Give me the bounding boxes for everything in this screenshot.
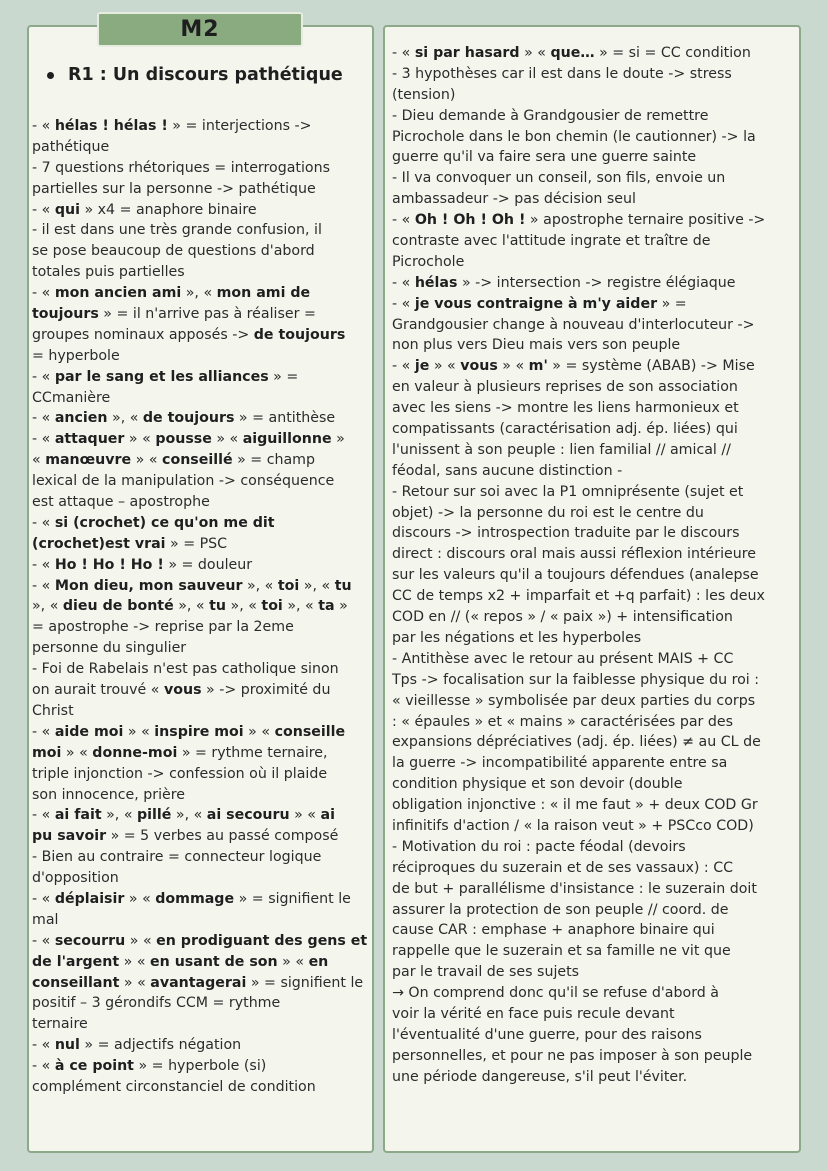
right-note-line bbox=[392, 127, 797, 148]
note-text: - Antithèse avec le retour au présent MAIS + CC bbox=[392, 650, 734, 667]
note-text: » -> intersection -> registre élégiaque bbox=[457, 274, 736, 291]
note-text: », « bbox=[32, 598, 63, 615]
note-text: sur les valeurs qu'il a toujours défendues (analepse bbox=[392, 567, 759, 584]
note-text: » = signifient le bbox=[246, 974, 364, 991]
note-text: - « bbox=[392, 45, 415, 61]
quote-emphasis: aiguillonne bbox=[242, 431, 332, 448]
left-note-line bbox=[32, 910, 370, 931]
right-note-line bbox=[392, 1004, 797, 1025]
quote-emphasis: Oh ! Oh ! Oh ! bbox=[414, 212, 526, 229]
note-text: est attaque – apostrophe bbox=[32, 494, 210, 511]
right-note-line bbox=[392, 315, 797, 336]
note-text: », « bbox=[107, 410, 143, 427]
note-text: » « bbox=[497, 358, 529, 375]
note-text: non plus vers Dieu mais vers son peuple bbox=[392, 337, 681, 354]
right-note-line bbox=[392, 983, 797, 1004]
quote-emphasis: Ho ! Ho ! Ho ! bbox=[54, 556, 164, 573]
right-note-line bbox=[392, 858, 797, 879]
note-text: = apostrophe -> reprise par la 2eme bbox=[32, 619, 294, 636]
left-note-line bbox=[32, 826, 370, 847]
note-text: partielles sur la personne -> pathétique bbox=[32, 180, 316, 197]
note-text: » « bbox=[131, 452, 163, 469]
note-text: « vieillesse » symbolisée par deux parties du corps bbox=[392, 692, 756, 709]
note-text: - « bbox=[32, 1058, 55, 1075]
quote-emphasis: hélas ! hélas ! bbox=[54, 118, 168, 134]
note-text: par les négations et les hyperboles bbox=[392, 629, 642, 646]
quote-emphasis: pousse bbox=[155, 431, 212, 448]
right-note-line bbox=[392, 879, 797, 900]
right-note-line bbox=[392, 294, 797, 315]
note-text: » = interjections -> bbox=[167, 118, 312, 134]
note-text: - 7 questions rhétoriques = interrogations bbox=[32, 159, 330, 176]
quote-emphasis: toi bbox=[261, 598, 283, 615]
left-note-line bbox=[32, 388, 370, 409]
note-text: (tension) bbox=[392, 86, 456, 103]
right-note-line bbox=[392, 732, 797, 753]
right-note-line bbox=[392, 440, 797, 461]
left-note-line bbox=[32, 450, 370, 471]
right-note-line bbox=[392, 356, 797, 377]
quote-emphasis: conseille bbox=[274, 723, 346, 740]
right-note-line bbox=[392, 795, 797, 816]
right-note-line bbox=[392, 147, 797, 168]
right-note-line bbox=[392, 586, 797, 607]
note-text: ternaire bbox=[32, 1016, 88, 1033]
note-text: » = si = CC condition bbox=[594, 45, 751, 61]
right-note-line bbox=[392, 649, 797, 670]
note-text: » bbox=[334, 598, 348, 615]
left-note-line bbox=[32, 534, 370, 555]
quote-emphasis: de l'argent bbox=[32, 953, 120, 970]
note-text: infinitifs d'action / « la raison veut » + PSCco COD) bbox=[392, 817, 754, 834]
note-text: triple injonction -> confession où il plaide bbox=[32, 765, 328, 782]
note-text: » x4 = anaphore binaire bbox=[79, 201, 257, 218]
quote-emphasis: tu bbox=[209, 598, 226, 615]
quote-emphasis: ancien bbox=[54, 410, 108, 427]
right-note-line bbox=[392, 106, 797, 127]
note-text: » « bbox=[119, 974, 151, 991]
quote-emphasis: de toujours bbox=[142, 410, 235, 427]
quote-emphasis: déplaisir bbox=[54, 890, 125, 907]
left-notes-panel bbox=[27, 25, 374, 1153]
note-text: » = douleur bbox=[163, 556, 253, 573]
quote-emphasis: de toujours bbox=[253, 326, 346, 343]
note-text: par le travail de ses sujets bbox=[392, 964, 580, 981]
right-note-line bbox=[392, 398, 797, 419]
quote-emphasis: Mon dieu, mon sauveur bbox=[54, 577, 243, 594]
note-text: », « bbox=[181, 285, 217, 302]
quote-emphasis: manœuvre bbox=[45, 452, 132, 469]
note-text: → On comprend donc qu'il se refuse d'abord à bbox=[392, 985, 719, 1002]
quote-emphasis: à ce point bbox=[54, 1058, 134, 1075]
quote-emphasis: mon ami de bbox=[216, 285, 311, 302]
right-note-line bbox=[392, 85, 797, 106]
left-note-line bbox=[32, 764, 370, 785]
right-note-line bbox=[392, 962, 797, 983]
note-text: » « bbox=[289, 807, 321, 824]
note-text: contraste avec l'attitude ingrate et traître de bbox=[392, 233, 711, 250]
quote-emphasis: ta bbox=[318, 598, 335, 615]
quote-emphasis: ai secouru bbox=[206, 807, 290, 824]
note-text: ambassadeur -> pas décision seul bbox=[392, 191, 636, 208]
left-note-line bbox=[32, 680, 370, 701]
quote-emphasis: qui bbox=[54, 201, 80, 218]
note-text: - « bbox=[32, 577, 55, 594]
quote-emphasis: en usant de son bbox=[150, 953, 278, 970]
quote-emphasis: dieu de bonté bbox=[62, 598, 174, 615]
left-note-line bbox=[32, 179, 370, 200]
left-note-line bbox=[32, 1014, 370, 1035]
note-text: Tps -> focalisation sur la faiblesse physique du roi : bbox=[392, 671, 760, 688]
quote-emphasis: dommage bbox=[155, 890, 235, 907]
quote-emphasis: tu bbox=[334, 577, 352, 594]
note-text: se pose beaucoup de questions d'abord bbox=[32, 243, 315, 260]
note-text: », « bbox=[282, 598, 319, 615]
note-text: » = champ bbox=[232, 452, 316, 469]
note-text: - « bbox=[32, 1037, 55, 1054]
left-note-line bbox=[32, 1056, 370, 1077]
note-text: - « bbox=[392, 358, 415, 375]
quote-emphasis: hélas bbox=[414, 274, 458, 291]
right-note-line bbox=[392, 273, 797, 294]
left-note-line bbox=[32, 659, 370, 680]
left-note-line bbox=[32, 889, 370, 910]
right-note-line bbox=[392, 210, 797, 231]
right-note-line bbox=[392, 712, 797, 733]
note-text: totales puis partielles bbox=[32, 264, 185, 281]
note-text: expansions dépréciatives (adj. ép. liées) ≠ au CL de bbox=[392, 734, 761, 751]
right-note-line bbox=[392, 189, 797, 210]
left-notes-text bbox=[32, 116, 370, 1098]
note-text: CC de temps x2 + imparfait et +q parfait) : les deux bbox=[392, 588, 765, 605]
note-text: - « bbox=[32, 514, 55, 531]
left-note-line bbox=[32, 283, 370, 304]
left-note-line bbox=[32, 576, 370, 597]
left-note-line bbox=[32, 116, 370, 137]
left-note-line bbox=[32, 471, 370, 492]
quote-emphasis: en bbox=[308, 953, 329, 970]
note-text: » = bbox=[268, 368, 299, 385]
left-note-line bbox=[32, 137, 370, 158]
note-text: » « bbox=[124, 890, 156, 907]
note-text: pathétique bbox=[32, 138, 110, 155]
left-note-line bbox=[32, 743, 370, 764]
left-note-line bbox=[32, 596, 370, 617]
quote-emphasis: attaquer bbox=[54, 431, 125, 448]
note-text: lexical de la manipulation -> conséquence bbox=[32, 473, 335, 490]
right-note-line bbox=[392, 565, 797, 586]
quote-emphasis: m' bbox=[528, 358, 548, 375]
note-text: Picrochole dans le bon chemin (le cautionner) -> la bbox=[392, 128, 756, 145]
right-note-line bbox=[392, 1067, 797, 1088]
left-note-line bbox=[32, 220, 370, 241]
note-text: » = signifient le bbox=[234, 890, 351, 907]
quote-emphasis: secourru bbox=[54, 932, 126, 949]
right-note-line bbox=[392, 941, 797, 962]
note-text: » = système (ABAB) -> Mise bbox=[547, 358, 755, 375]
note-text: discours -> introspection traduite par le discours bbox=[392, 525, 740, 542]
note-text: on aurait trouvé « bbox=[32, 682, 164, 699]
note-text: obligation injonctive : « il me faut » + deux COD Gr bbox=[392, 797, 758, 814]
note-text: mal bbox=[32, 911, 59, 928]
note-text: « bbox=[32, 452, 46, 469]
note-text: » « bbox=[277, 953, 309, 970]
left-note-line bbox=[32, 617, 370, 638]
right-note-line bbox=[392, 920, 797, 941]
section-heading-text: R1 : Un discours pathétique bbox=[68, 65, 343, 85]
right-note-line bbox=[392, 335, 797, 356]
note-text: » = hyperbole (si) bbox=[133, 1058, 267, 1075]
bullet-icon bbox=[47, 72, 54, 79]
quote-emphasis: pillé bbox=[137, 807, 172, 824]
left-note-line bbox=[32, 429, 370, 450]
note-text: rappelle que le suzerain et sa famille ne vit que bbox=[392, 943, 731, 960]
note-text: », « bbox=[226, 598, 262, 615]
note-text: personne du singulier bbox=[32, 640, 187, 657]
note-text: d'opposition bbox=[32, 870, 119, 887]
right-note-line bbox=[392, 900, 797, 921]
note-text: voir la vérité en face puis recule devant bbox=[392, 1005, 675, 1022]
quote-emphasis: nul bbox=[54, 1037, 80, 1054]
right-note-line bbox=[392, 168, 797, 189]
quote-emphasis: vous bbox=[164, 682, 202, 699]
note-text: - « bbox=[32, 431, 55, 448]
note-text: » -> proximité du bbox=[201, 682, 331, 699]
quote-emphasis: en prodiguant des gens et bbox=[156, 932, 368, 949]
note-text: positif – 3 gérondifs CCM = rythme bbox=[32, 995, 281, 1012]
left-note-line bbox=[32, 868, 370, 889]
note-text: » bbox=[331, 431, 345, 448]
quote-emphasis: toujours bbox=[32, 306, 99, 323]
left-note-line bbox=[32, 200, 370, 221]
note-text: - « bbox=[392, 212, 415, 229]
note-text: » « bbox=[429, 358, 461, 375]
right-note-line bbox=[392, 461, 797, 482]
note-text: cause CAR : emphase + anaphore binaire qui bbox=[392, 922, 715, 939]
note-text: complément circonstanciel de condition bbox=[32, 1078, 316, 1095]
note-text: - « bbox=[32, 556, 55, 573]
left-note-line bbox=[32, 367, 370, 388]
note-text: objet) -> la personne du roi est le centre du bbox=[392, 504, 704, 521]
right-note-line bbox=[392, 503, 797, 524]
quote-emphasis: que… bbox=[550, 45, 595, 61]
note-text: - il est dans une très grande confusion, il bbox=[32, 222, 322, 239]
left-note-line bbox=[32, 952, 370, 973]
note-text: - « bbox=[32, 932, 55, 949]
note-text: » « bbox=[125, 932, 157, 949]
right-note-line bbox=[392, 482, 797, 503]
note-text: » « bbox=[243, 723, 275, 740]
note-text: avec les siens -> montre les liens harmonieux et bbox=[392, 400, 739, 417]
note-text: - « bbox=[32, 890, 55, 907]
note-text: la guerre -> incompatibilité apparente entre sa bbox=[392, 755, 728, 772]
quote-emphasis: si par hasard bbox=[414, 45, 520, 61]
note-text: = hyperbole bbox=[32, 347, 120, 364]
note-text: - Foi de Rabelais n'est pas catholique sinon bbox=[32, 661, 339, 678]
page-title: M2 bbox=[180, 17, 220, 42]
note-text: », « bbox=[299, 577, 335, 594]
note-text: son innocence, prière bbox=[32, 786, 186, 803]
note-text: CCmanière bbox=[32, 389, 111, 406]
note-text: : « épaules » et « mains » caractérisées par des bbox=[392, 713, 733, 730]
note-text: - Il va convoquer un conseil, son fils, envoie un bbox=[392, 170, 726, 187]
right-note-line bbox=[392, 816, 797, 837]
left-note-line bbox=[32, 973, 370, 994]
right-note-line bbox=[392, 774, 797, 795]
right-note-line bbox=[392, 670, 797, 691]
quote-emphasis: si (crochet) ce qu'on me dit bbox=[54, 514, 275, 531]
left-note-line bbox=[32, 304, 370, 325]
note-text: - « bbox=[32, 118, 55, 134]
left-note-line bbox=[32, 158, 370, 179]
quote-emphasis: toi bbox=[277, 577, 300, 594]
left-note-line bbox=[32, 785, 370, 806]
note-text: » = bbox=[657, 295, 687, 312]
quote-emphasis: ai fait bbox=[54, 807, 102, 824]
left-note-line bbox=[32, 408, 370, 429]
section-heading bbox=[47, 65, 364, 85]
quote-emphasis: pu savoir bbox=[32, 828, 107, 845]
left-note-line bbox=[32, 1077, 370, 1098]
left-note-line bbox=[32, 513, 370, 534]
note-text: » « bbox=[124, 431, 156, 448]
left-note-line bbox=[32, 325, 370, 346]
right-note-line bbox=[392, 523, 797, 544]
note-text: », « bbox=[173, 598, 210, 615]
note-text: » = adjectifs négation bbox=[79, 1037, 242, 1054]
note-text: » = 5 verbes au passé composé bbox=[106, 828, 339, 845]
right-notes-text bbox=[392, 43, 797, 1088]
left-note-line bbox=[32, 701, 370, 722]
note-text: condition physique et son devoir (double bbox=[392, 776, 683, 793]
quote-emphasis: par le sang et les alliances bbox=[54, 368, 269, 385]
note-text: une période dangereuse, s'il peut l'éviter. bbox=[392, 1068, 688, 1085]
left-note-line bbox=[32, 1035, 370, 1056]
note-text: » apostrophe ternaire positive -> bbox=[525, 212, 766, 229]
note-text: - Retour sur soi avec la P1 omniprésente (sujet et bbox=[392, 483, 744, 500]
note-text: - « bbox=[392, 295, 415, 312]
note-text: - Motivation du roi : pacte féodal (devoirs bbox=[392, 838, 686, 855]
quote-emphasis: je bbox=[414, 358, 430, 375]
note-text: l'unissent à son peuple : lien familial // amical // bbox=[392, 441, 731, 458]
right-note-line bbox=[392, 607, 797, 628]
left-note-line bbox=[32, 993, 370, 1014]
quote-emphasis: je vous contraigne à m'y aider bbox=[414, 295, 658, 312]
quote-emphasis: moi bbox=[32, 744, 62, 761]
right-note-line bbox=[392, 252, 797, 273]
note-text: Christ bbox=[32, 702, 74, 719]
note-text: - « bbox=[32, 285, 55, 302]
quote-emphasis: conseillant bbox=[32, 974, 120, 991]
note-text: - « bbox=[32, 201, 55, 218]
note-text: - « bbox=[32, 368, 55, 385]
right-note-line bbox=[392, 377, 797, 398]
note-text: en valeur à plusieurs reprises de son association bbox=[392, 379, 738, 396]
note-text: l'éventualité d'une guerre, pour des raisons bbox=[392, 1026, 702, 1043]
note-text: guerre qu'il va faire sera une guerre sainte bbox=[392, 149, 697, 166]
right-note-line bbox=[392, 837, 797, 858]
note-text: assurer la protection de son peuple // coord. de bbox=[392, 901, 729, 918]
left-note-line bbox=[32, 931, 370, 952]
left-note-line bbox=[32, 722, 370, 743]
right-note-line bbox=[392, 419, 797, 440]
note-text: » « bbox=[519, 45, 551, 61]
quote-emphasis: mon ancien ami bbox=[54, 285, 182, 302]
note-text: - « bbox=[392, 274, 415, 291]
note-text: » « bbox=[61, 744, 93, 761]
note-text: - Bien au contraire = connecteur logique bbox=[32, 849, 322, 866]
note-text: Picrochole bbox=[392, 253, 465, 270]
note-text: féodal, sans aucune distinction - bbox=[392, 462, 623, 479]
note-text: direct : discours oral mais aussi réflexion intérieure bbox=[392, 546, 756, 563]
right-note-line bbox=[392, 544, 797, 565]
note-text: Grandgousier change à nouveau d'interlocuteur -> bbox=[392, 316, 755, 333]
note-text: » « bbox=[119, 953, 151, 970]
quote-emphasis: avantagerai bbox=[150, 974, 247, 991]
note-text: - Dieu demande à Grandgousier de remettre bbox=[392, 107, 709, 124]
quote-emphasis: donne-moi bbox=[92, 744, 178, 761]
note-text: - « bbox=[32, 723, 55, 740]
quote-emphasis: ai bbox=[320, 807, 335, 824]
note-text: - 3 hypothèses car il est dans le doute -> stress bbox=[392, 65, 732, 82]
right-note-line bbox=[392, 64, 797, 85]
left-note-line bbox=[32, 805, 370, 826]
note-text: », « bbox=[101, 807, 138, 824]
left-note-line bbox=[32, 555, 370, 576]
note-text: - « bbox=[32, 807, 55, 824]
right-note-line bbox=[392, 231, 797, 252]
left-note-line bbox=[32, 346, 370, 367]
right-notes-panel bbox=[383, 25, 801, 1153]
left-note-line bbox=[32, 638, 370, 659]
quote-emphasis: (crochet)est vrai bbox=[32, 535, 166, 552]
page-title-tab bbox=[97, 12, 303, 47]
note-text: » = rythme ternaire, bbox=[177, 744, 328, 761]
note-text: réciproques du suzerain et de ses vassaux) : CC bbox=[392, 859, 734, 876]
note-text: » « bbox=[123, 723, 155, 740]
right-note-line bbox=[392, 1025, 797, 1046]
note-text: COD en // (« repos » / « paix ») + intensification bbox=[392, 609, 733, 626]
right-note-line bbox=[392, 691, 797, 712]
quote-emphasis: vous bbox=[460, 358, 498, 375]
note-text: », « bbox=[171, 807, 207, 824]
right-note-line bbox=[392, 1046, 797, 1067]
right-note-line bbox=[392, 628, 797, 649]
quote-emphasis: inspire moi bbox=[154, 723, 244, 740]
left-note-line bbox=[32, 241, 370, 262]
quote-emphasis: conseillé bbox=[162, 452, 233, 469]
left-note-line bbox=[32, 262, 370, 283]
note-text: » = il n'arrive pas à réaliser = bbox=[98, 306, 316, 323]
left-note-line bbox=[32, 847, 370, 868]
right-note-line bbox=[392, 753, 797, 774]
note-text: » « bbox=[211, 431, 243, 448]
note-text: - « bbox=[32, 410, 55, 427]
note-text: » = PSC bbox=[165, 535, 228, 552]
right-note-line bbox=[392, 43, 797, 64]
note-text: groupes nominaux apposés -> bbox=[32, 326, 254, 343]
note-text: compatissants (caractérisation adj. ép. liées) qui bbox=[392, 421, 738, 438]
note-text: » = antithèse bbox=[234, 410, 336, 427]
note-text: personnelles, et pour ne pas imposer à son peuple bbox=[392, 1047, 753, 1064]
quote-emphasis: aide moi bbox=[54, 723, 124, 740]
note-text: », « bbox=[242, 577, 278, 594]
note-text: de but + parallélisme d'insistance : le suzerain doit bbox=[392, 880, 757, 897]
left-note-line bbox=[32, 492, 370, 513]
